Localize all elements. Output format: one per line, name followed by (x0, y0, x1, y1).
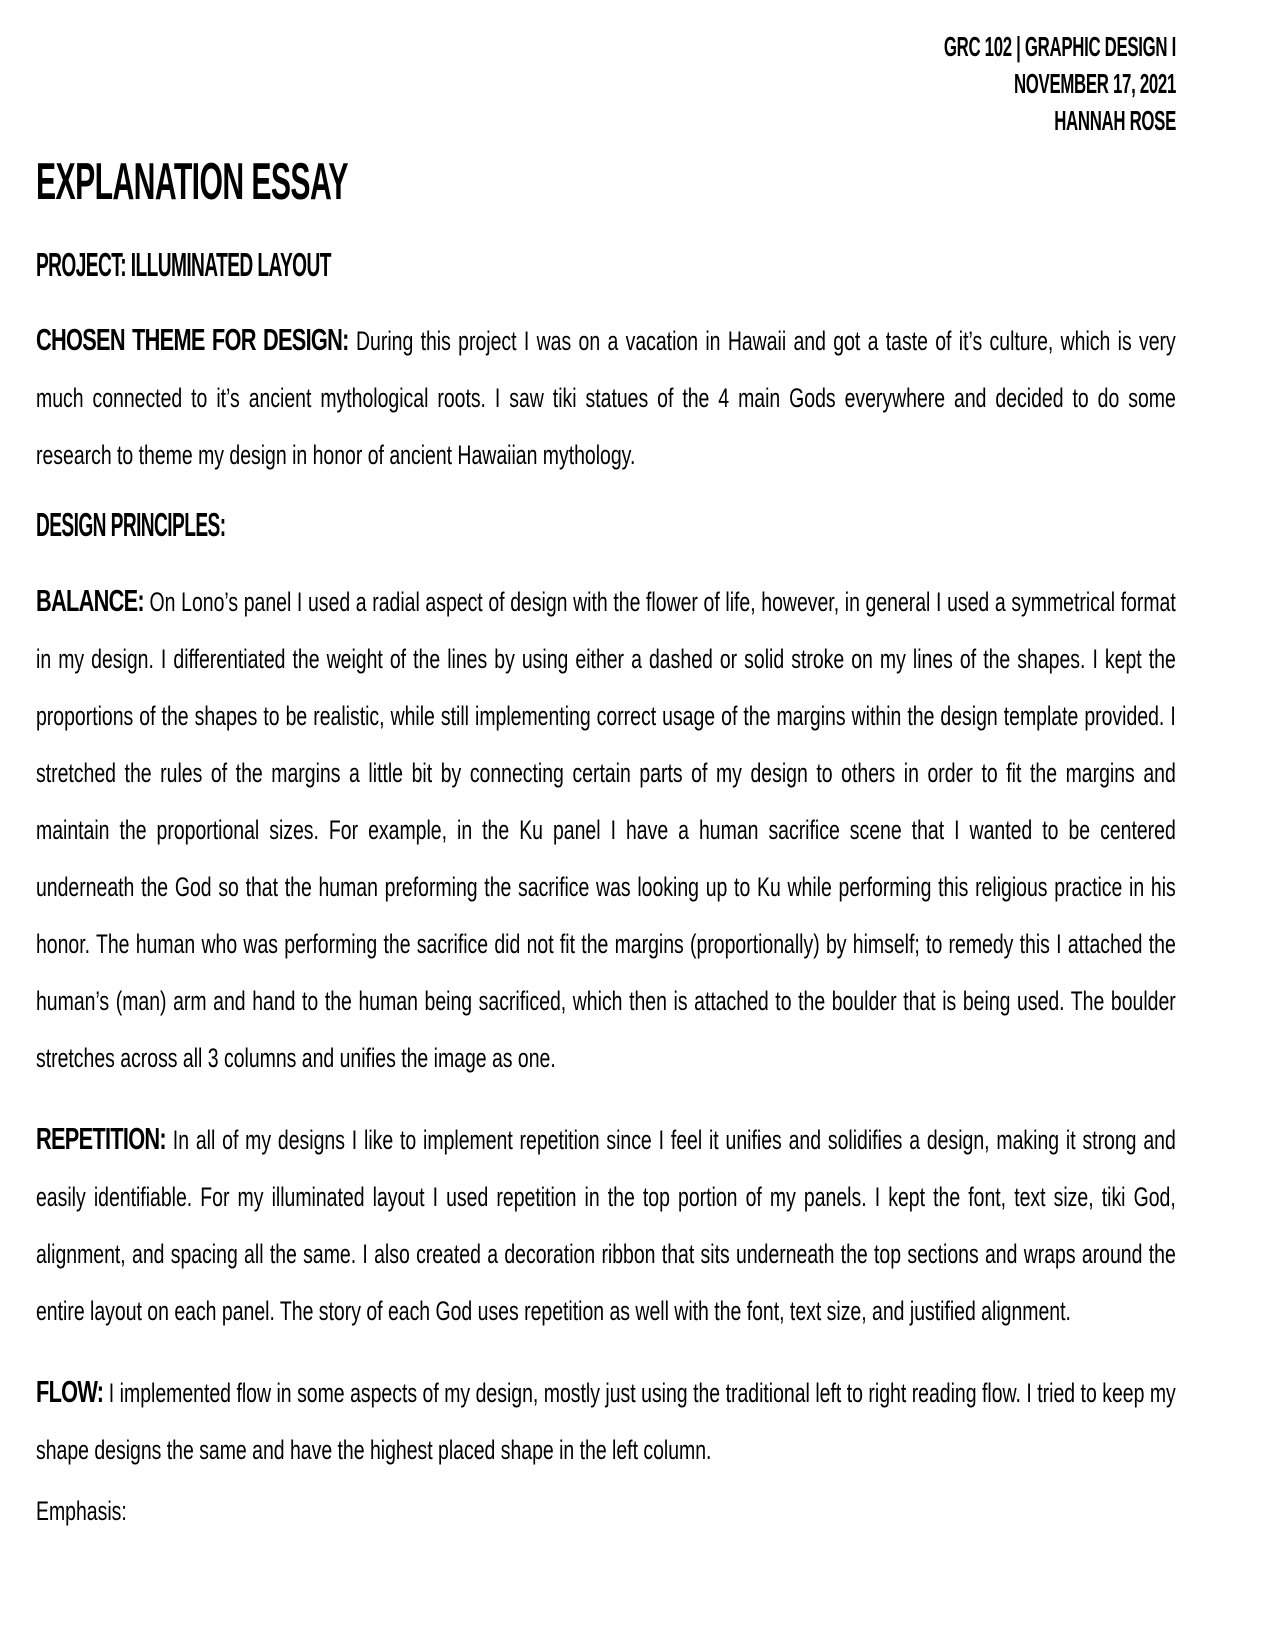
project-heading: PROJECT: ILLUMINATED LAYOUT (36, 245, 331, 283)
chosen-theme-text: During this project I was on a vacation in Hawaii and got a taste of it’s culture, which is very much connected to it’s ancient mythological roots. I saw tiki statues of the 4 main Gods everywhere and decided to do some research to theme my design in honor of ancient Hawaiian mythology. (36, 326, 1176, 471)
date-line: NOVEMBER 17, 2021 (1013, 68, 1176, 99)
page-title: EXPLANATION ESSAY (36, 153, 348, 211)
course-line: GRC 102 | GRAPHIC DESIGN I (943, 31, 1176, 62)
repetition-paragraph (36, 1111, 1176, 1340)
balance-label: BALANCE: (36, 584, 144, 618)
chosen-theme-label: CHOSEN THEME FOR DESIGN: (36, 324, 349, 358)
page-content (36, 28, 1176, 1540)
balance-text: On Lono’s panel I used a radial aspect of design with the flower of life, however, in general I used a symmetrical format in my design. I differentiated the weight of the lines by using either a dashed or solid stroke on my lines of the shapes. I kept the proportions of the shapes to be realistic, while still implementing correct usage of the margins within the design template provided. I stretched the rules of the margins a little bit by connecting certain parts of my design to others in order to fit the margins and maintain the proportional sizes. For example, in the Ku panel I have a human sacrifice scene that I wanted to be centered underneath the God so that the human preforming the sacrifice was looking up to Ku while performing this religious practice in his honor. The human who was performing the sacrifice did not fit the margins (proportionally) by himself; to remedy this I attached the human’s (man) arm and hand to the human being sacrificed, which then is attached to the boulder that is being used. The boulder stretches across all 3 columns and unifies the image as one. (36, 586, 1176, 1073)
emphasis-line: Emphasis: (36, 1495, 127, 1526)
repetition-text: In all of my designs I like to implement repetition since I feel it unifies and solidifies a design, making it strong and easily identifiable. For my illuminated layout I used repetition in the top portion of my panels. I kept the font, text size, tiki God, alignment, and spacing all the same. I also created a decoration ribbon that sits underneath the top sections and wraps around the entire layout on each panel. The story of each God uses repetition as well with the font, text size, and justified alignment. (36, 1124, 1176, 1326)
balance-paragraph (36, 573, 1176, 1087)
design-principles-heading: DESIGN PRINCIPLES: (36, 506, 226, 544)
header-meta (492, 28, 1176, 139)
flow-paragraph (36, 1364, 1176, 1479)
chosen-theme-paragraph (36, 312, 1176, 484)
flow-text: I implemented flow in some aspects of my design, mostly just using the traditional left to right reading flow. I tried to keep my shape designs the same and have the highest placed shape in the left column. (36, 1377, 1176, 1465)
author-line: HANNAH ROSE (1054, 105, 1176, 136)
repetition-label: REPETITION: (36, 1122, 166, 1156)
flow-label: FLOW: (36, 1375, 104, 1409)
